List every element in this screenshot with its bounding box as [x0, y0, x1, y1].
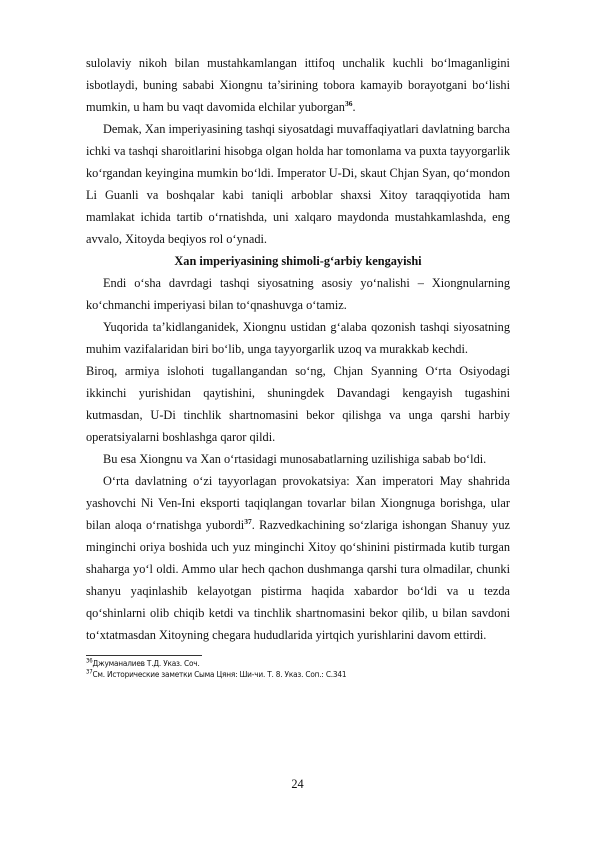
- footnote-37-number: 37: [86, 668, 93, 676]
- document-page: [86, 52, 510, 680]
- paragraph-5: Biroq, armiya islohoti tugallangandan so‘ng, Chjan Syanning O‘rta Osiyodagi ikkinchi yurishidan qaytishini, shuningdek Davandagi kengayish tugashini kutmasdan, U-Di tinchlik shartnomasini bekor qilishga va unga qarshi harbiy operatsiyalarni boshlashga qaror qildi.: [86, 364, 510, 444]
- footnote-36: [86, 658, 510, 669]
- footnote-36-number: 36: [86, 657, 93, 665]
- footnote-37: [86, 669, 510, 680]
- paragraph-7: [86, 470, 510, 646]
- paragraph-2: Demak, Xan imperiyasining tashqi siyosatdagi muvaffaqiyatlari davlatning barcha ichki va tashqi sharoitlarini hisobga olgan holda har tomonlama va puxta tayyorgarlik ko‘rgandan keyingina mumkin bo‘ldi. Imperator U-Di, skaut Chjan Syan, qo‘mondon Li Guanli va boshqalar kabi taniqli arboblar shaxsi Xitoy taraqqiyotida ham mamlakat ichida tartib o‘rnatishda, uni xalqaro maydonda mustahkamlashda, eng avvalo, Xitoyda beqiyos rol o‘ynadi.: [86, 122, 511, 246]
- paragraph-4: Yuqorida ta’kidlanganidek, Xiongnu ustidan g‘alaba qozonish tashqi siyosatning muhim vazifalaridan biri bo‘lib, unga tayyorgarlik uzoq va murakkab kechdi.: [86, 320, 510, 356]
- section-heading: Xan imperiyasining shimoli-g‘arbiy kengayishi: [174, 254, 422, 268]
- paragraph-1: [86, 52, 510, 118]
- paragraph-1-text: sulolaviy nikoh bilan mustahkamlangan ittifoq unchalik kuchli bo‘lmaganligini isbotlaydi, buning sababi Xiongnu ta’sirining tobora kamayib borayotgani bo‘lishi mumkin, u ham bu vaqt davomida elchilar yuborgan: [86, 56, 510, 114]
- paragraph-7-tail: . Razvedkachining so‘zlariga ishongan Shanuy yuz minginchi oriya boshida uch yuz minginchi Xitoy qo‘shinini pistirmada kutib turgan shaharga yo‘l oldi. Ammo ular hech qachon dushmanga qarshi tura olmadilar, chunki shanyu yaqinlashib kelayotgan pistirma haqida xabardor bo‘ldi va u tezda qo‘shinlarni olib chiqib ketdi va tinchlik shartnomasini bekor qilib, u bilan savdoni to‘xtatmasdan Xitoyning chegara hududlarida yirtqich yurishlarini davom ettirdi.: [86, 518, 510, 642]
- paragraph-1-tail: .: [352, 100, 356, 114]
- footnote-36-text: Джуманалиев Т.Д. Указ. Соч.: [92, 658, 200, 668]
- footnote-divider: [86, 655, 202, 656]
- paragraph-7-text: O‘rta davlatning o‘zi tayyorlagan provokatsiya: Xan imperatori May shahrida yashovchi Ni Ven-Ini eksporti taqiqlangan tovarlar bilan Xiongnuga borishga, ular bilan aloqa o‘rnatishga yubordi: [86, 474, 510, 532]
- page-number: 24: [291, 777, 304, 791]
- footnote-37-text: См. Исторические заметки Сыма Цяня: Ши-чи. Т. 8. Указ. Соп.: С.341: [92, 669, 347, 679]
- paragraph-3: Endi o‘sha davrdagi tashqi siyosatning asosiy yo‘nalishi – Xiongnularning ko‘chmanchi imperiyasi bilan to‘qnashuvga o‘tamiz.: [86, 276, 510, 312]
- footnote-ref-37[interactable]: 37: [244, 516, 252, 526]
- footnote-ref-36[interactable]: 36: [344, 98, 353, 108]
- paragraph-6: Bu esa Xiongnu va Xan o‘rtasidagi munosabatlarning uzilishiga sabab bo‘ldi.: [103, 452, 487, 466]
